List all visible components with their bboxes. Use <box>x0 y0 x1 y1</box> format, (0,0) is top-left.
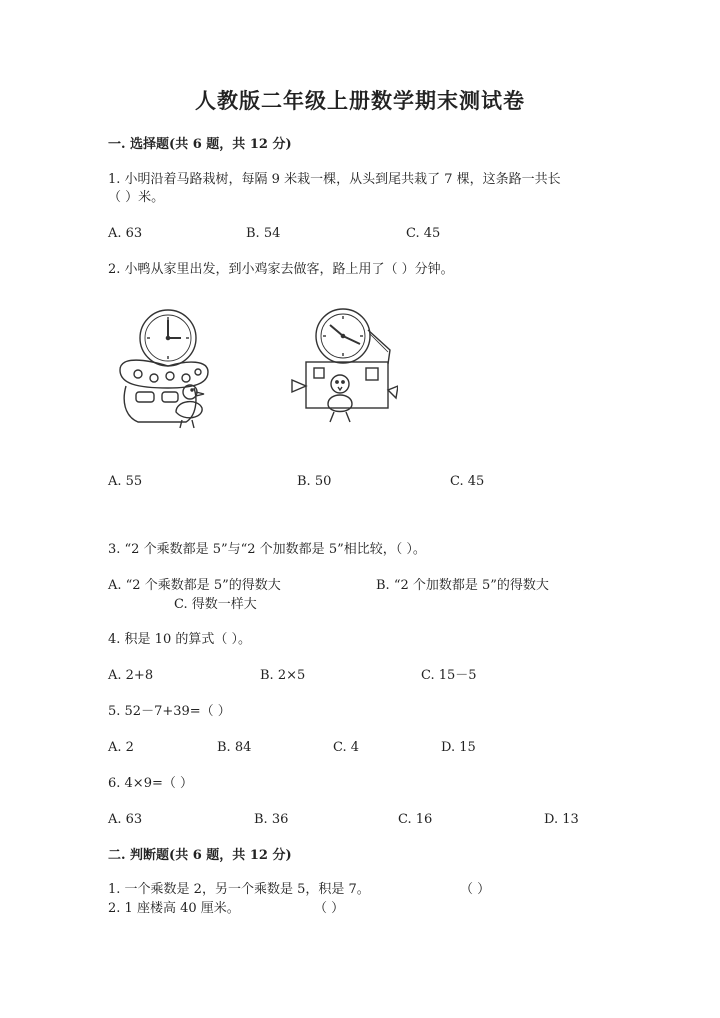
q1-text-line2: （ ）米。 <box>108 190 165 205</box>
q2-option-b[interactable]: B. 50 <box>297 474 332 489</box>
q3-text: 3. “2 个乘数都是 5”与“2 个加数都是 5”相比较，（ ）。 <box>108 542 426 557</box>
judge-item-1-blank[interactable]: （ ） <box>460 882 491 897</box>
judge-item-2-text: 2. 1 座楼高 40 厘米。 <box>108 901 240 916</box>
q2-option-a[interactable]: A. 55 <box>108 474 143 489</box>
q6-option-b[interactable]: B. 36 <box>254 812 289 827</box>
q5-option-d[interactable]: D. 15 <box>441 740 476 755</box>
q6-text: 6. 4×9=（ ） <box>108 776 193 791</box>
q4-option-a[interactable]: A. 2+8 <box>108 668 154 683</box>
q6-option-c[interactable]: C. 16 <box>398 812 433 827</box>
q5-text: 5. 52－7+39=（ ） <box>108 704 231 719</box>
q3-option-a[interactable]: A. “2 个乘数都是 5”的得数大 <box>108 578 281 593</box>
q1-text-line1: 1. 小明沿着马路栽树，每隔 9 米栽一棵，从头到尾共栽了 7 棵，这条路一共长 <box>108 172 561 187</box>
q4-option-c[interactable]: C. 15－5 <box>421 668 477 683</box>
page-title: 人教版二年级上册数学期末测试卷 <box>195 88 525 113</box>
q2-text: 2. 小鸭从家里出发，到小鸡家去做客，路上用了（ ）分钟。 <box>108 262 454 277</box>
q4-text: 4. 积是 10 的算式（ ）。 <box>108 632 251 647</box>
q3-option-b[interactable]: B. “2 个加数都是 5”的得数大 <box>376 578 549 593</box>
judge-item-1-text: 1. 一个乘数是 2，另一个乘数是 5，积是 7。 <box>108 882 370 897</box>
q4-option-b[interactable]: B. 2×5 <box>260 668 306 683</box>
chick-house-clock-figure <box>288 300 398 435</box>
judge-item-2-blank[interactable]: （ ） <box>314 901 345 916</box>
clock-icon <box>140 310 196 366</box>
q1-option-c[interactable]: C. 45 <box>406 226 441 241</box>
q2-option-c[interactable]: C. 45 <box>450 474 485 489</box>
q5-option-c[interactable]: C. 4 <box>333 740 360 755</box>
q6-option-a[interactable]: A. 63 <box>108 812 143 827</box>
chick-icon <box>328 375 352 422</box>
section2-heading: 二. 判断题(共 6 题，共 12 分) <box>108 848 292 863</box>
q5-option-b[interactable]: B. 84 <box>217 740 252 755</box>
q1-option-a[interactable]: A. 63 <box>108 226 143 241</box>
clock-icon <box>316 309 370 363</box>
q1-option-b[interactable]: B. 54 <box>246 226 281 241</box>
q3-option-c[interactable]: C. 得数一样大 <box>174 597 257 612</box>
q5-option-a[interactable]: A. 2 <box>108 740 134 755</box>
q6-option-d[interactable]: D. 13 <box>544 812 579 827</box>
duck-house-clock-figure <box>108 300 218 435</box>
section1-heading: 一. 选择题(共 6 题，共 12 分) <box>108 137 292 152</box>
